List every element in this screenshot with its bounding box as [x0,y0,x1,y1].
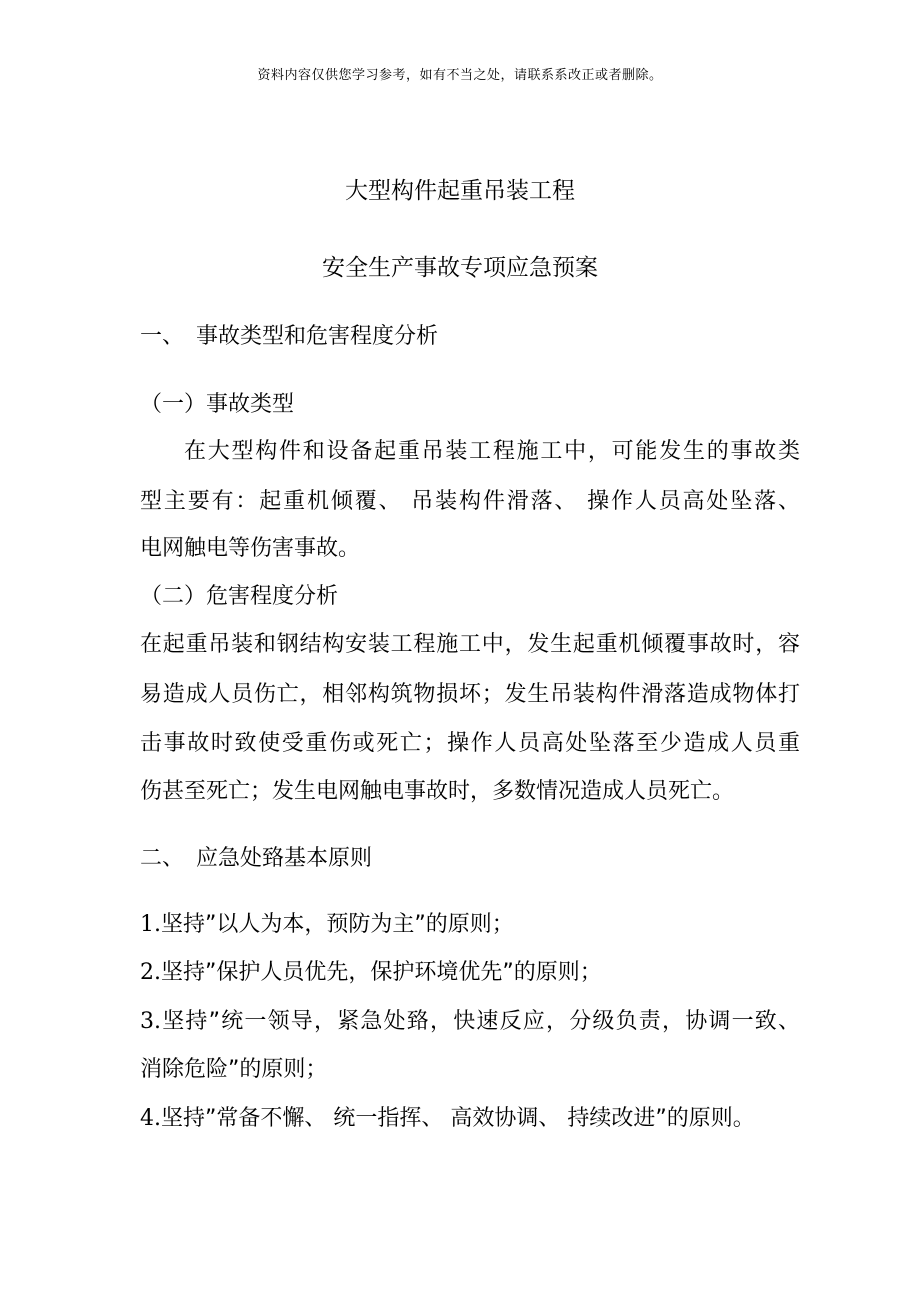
principle-2-number: 2. [140,960,161,985]
subsection-1-label: （一）事故类型 [140,392,295,417]
principle-item-4 [140,1104,800,1134]
principle-1-number: 1. [140,912,161,937]
principle-1-text: 坚持”以人为本，预防为主”的原则； [161,912,514,937]
paragraph-1-line-3: 电网触电等伤害事故。 [140,536,361,561]
principle-3-number: 3. [140,1009,161,1034]
section-1-title: 事故类型和危害程度分析 [196,324,439,349]
section-2-title: 应急处臵基本原则 [196,846,373,871]
paragraph-2-line-1: 在起重吊装和钢结构安装工程施工中，发生起重机倾覆事故时，容 [140,632,800,657]
document-title-line-2: 安全生产事故专项应急预案 [322,255,598,281]
principle-item-3-continued: 消除危险”的原则； [140,1057,328,1082]
principle-4-text: 坚持”常备不懈、 统一指挥、 高效协调、 持续改进”的原则。 [161,1106,755,1131]
section-2-heading [140,844,800,874]
paragraph-1-line-2: 型主要有：起重机倾覆、 吊装构件滑落、 操作人员高处坠落、 [140,489,800,514]
paragraph-2-line-2: 易造成人员伤亡，相邻构筑物损坏；发生吊装构件滑落造成物体打 [140,682,800,707]
paragraph-2-line-3: 击事故时致使受重伤或死亡；操作人员高处坠落至少造成人员重 [140,731,800,756]
section-1-heading [140,322,800,352]
principle-item-3 [140,1007,800,1037]
section-1-number: 一、 [140,324,185,349]
principle-item-1 [140,910,800,940]
principle-3-text-line-1: 坚持”统一领导，紧急处臵，快速反应，分级负责，协调一致、 [161,1009,800,1034]
paragraph-2-line-4: 伤甚至死亡；发生电网触电事故时，多数情况造成人员死亡。 [140,779,735,804]
paragraph-1-line-1: 在大型构件和设备起重吊装工程施工中，可能发生的事故类 [184,439,800,464]
section-2-number: 二、 [140,846,185,871]
principle-2-text: 坚持”保护人员优先，保护环境优先”的原则； [161,960,602,985]
principle-4-number: 4. [140,1106,161,1131]
header-disclaimer: 资料内容仅供您学习参考，如有不当之处，请联系系改正或者删除。 [257,68,663,83]
principle-item-2 [140,958,800,988]
document-title-line-1: 大型构件起重吊装工程 [345,178,575,204]
subsection-2-label: （二）危害程度分析 [140,584,339,609]
